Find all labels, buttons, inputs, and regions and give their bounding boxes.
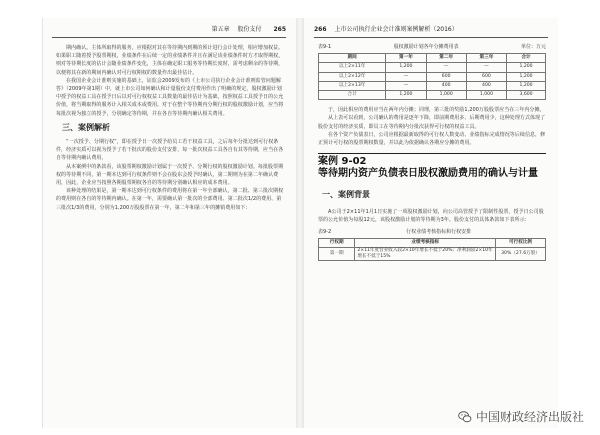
table-label: 表9-2 xyxy=(318,229,332,236)
table-header-row xyxy=(319,239,546,248)
paragraph: “一次授予、分期行权”，即在授予日一次授予给员工若干权益工具，之后每年分批达到可行权条件，经济实质可以视为授予了若干批次的股份支付安排，每一批次权益工具各自有其等待期，应当在各自等待期内确认费用。 xyxy=(56,139,284,162)
page-number-right: 266 xyxy=(314,26,327,33)
table-header-cell: 可行权比例 xyxy=(496,239,546,248)
paragraph: 从上表可以看到，公司确认的费用是逐年下降，即前期费用多、后期费用少，这种处理方式体现了股份支付的经济实质，即员工在等待期内分批次获得可行权的权益工具。 xyxy=(318,115,546,130)
table-unit: 单位：万元 xyxy=(520,44,546,50)
table-title: 股权激励计划各年分摊费用表 xyxy=(393,44,459,50)
case-heading-block xyxy=(318,153,546,181)
left-page xyxy=(42,18,296,428)
sub-heading: 一、案例背景 xyxy=(322,190,370,200)
table-cell: 1,200 xyxy=(507,63,546,72)
table-cell: 以上2×12年 xyxy=(319,72,386,81)
table-cell: 1,000 xyxy=(426,91,466,100)
table-header-cell: 第三年 xyxy=(466,54,506,63)
paragraph: 在我国企业会计准则实施的基础上，证监会2009发布的《上市公司执行企业会计准则监管问题解答》（2009年第1期）中，就上市公司如何确认和计量股份支付费用作出了明确的规定，股权激励计划中授予的权益工具在授予日后以对可行权权益工具数量的最佳估计为基础，按照权益工具授予日的公允价值，将当期取得的服务计入相关成本或费用。对于在整个等待期内分期行权的股权激励计划，应当将每批次视为独立的授予，分别确定等待期，并在各自等待期内确认相关费用。 xyxy=(56,77,284,117)
chapter-label: 第五章 xyxy=(211,26,230,33)
right-page xyxy=(304,18,558,428)
table-cell: 2×11年度营业收入较2×10年增长不低于20%；净利润较2×10年增长不低于15% xyxy=(355,248,496,261)
table-cell: 1,200 xyxy=(386,63,426,72)
table-cell: 合计 xyxy=(319,91,386,100)
table-header-cell: 期间 xyxy=(319,54,386,63)
table-cell: 以上2×13年 xyxy=(319,81,386,90)
table-title: 行权业绩考核指标和行权安排 xyxy=(406,229,472,236)
table-header-cell: 第二年 xyxy=(426,54,466,63)
table-cell: 1,200 xyxy=(507,72,546,81)
table-row xyxy=(319,81,546,90)
table-caption xyxy=(318,43,546,51)
table-header-row xyxy=(319,54,546,63)
table-row xyxy=(319,91,546,100)
table-label: 表9-1 xyxy=(318,44,332,50)
case-code: 案例 9-02 xyxy=(318,156,367,168)
chapter-title: 股份支付 xyxy=(237,26,262,33)
wechat-icon xyxy=(458,410,472,424)
watermark-text: 中国财政经济出版社 xyxy=(475,410,584,424)
expense-allocation-table xyxy=(318,53,546,100)
table-cell: — xyxy=(386,72,426,81)
table-cell: 1,200 xyxy=(507,81,546,90)
table-cell: 以上2×11年 xyxy=(319,63,386,72)
table-cell: 400 xyxy=(466,81,506,90)
paragraph: 该种处理的结果是，第一期本达到可行权条件的费用将在第一年全部确认，第二批、第三批次期权的费用则在各自的等待期内确认。在第一年，需要确认第一批次的全部费用、第二批次1/2的费用、第三批次1/3的费用，分别为1,200万股股票在第一年，第二年和第三年的摊销费用如下： xyxy=(56,188,284,211)
vesting-table xyxy=(318,238,546,261)
paragraph: 在各个资产负债表日，公司应根据最新取得的可行权人数变动、业绩指标完成情况等后续信息，修正预计可行权的股票期权数量，并以此为依据确认各期应分摊的费用。 xyxy=(318,131,546,147)
right-page-header xyxy=(314,24,548,35)
table-cell: 1,200 xyxy=(386,91,426,100)
table-header-cell: 第一年 xyxy=(386,54,426,63)
table-header-cell: 合计 xyxy=(507,54,546,63)
table-cell: 600 xyxy=(426,72,466,81)
publisher-watermark xyxy=(458,408,584,425)
table-cell: 1,000 xyxy=(466,91,506,100)
right-page-body xyxy=(318,43,546,261)
paragraph: 期内确认。主体所取得的服务，应根据对其在等待期内到期的预计进行会计处理，相应增加权益。如果职工随着授予股票期权，业绩条件在后续一定的业绩条件并且在满足该业绩条件时方才取得期权，则对等待期长度的估计会随业绩条件变化，主体在确定职工服务等待期长度时，需考虑剩余的等待期，以便将其在新的期间内确认对可行权期权的数量作出最佳估计。 xyxy=(56,45,284,76)
left-page-body xyxy=(56,44,284,212)
table-row xyxy=(319,63,546,72)
book-gutter xyxy=(296,18,304,428)
header-rule xyxy=(314,37,548,38)
header-rule xyxy=(52,37,286,38)
table-cell: 400 xyxy=(426,81,466,90)
case-title: 等待期内资产负债表日股权激励费用的确认与计量 xyxy=(318,168,538,180)
paragraph: 于，因此相应的费用应当在两年内分摊；同理，第三批的奖励1,200万股股票应当在三年内分摊。 xyxy=(328,107,545,114)
table-cell: — xyxy=(386,81,426,90)
table-caption xyxy=(318,228,546,236)
left-page-header xyxy=(52,24,286,35)
table-header-cell: 行权期 xyxy=(319,239,355,248)
book-title: 上市公司执行企业会计准则案例解析（2016） xyxy=(334,26,458,33)
table-cell: — xyxy=(466,63,506,72)
table-cell: 30%（27.6万股） xyxy=(496,248,546,261)
page-number-left: 265 xyxy=(273,26,286,33)
table-cell: 第一期 xyxy=(319,248,355,261)
table-cell: — xyxy=(426,63,466,72)
table-header-cell: 业绩考核指标 xyxy=(355,239,496,248)
paragraph: A公司于2×11年1月1日实施了一项股权激励计划，向公司高管授予了限制性股票，授予日公司股票的公允价值为每股12元，该股权激励计划的等待期为3年。股份支付的具体条款如下表所示： xyxy=(318,208,544,223)
table-row xyxy=(319,248,546,261)
table-cell: 600 xyxy=(466,72,506,81)
table-row xyxy=(319,72,546,81)
section-heading: 三、案例解析 xyxy=(62,122,110,132)
table-cell: 3,600 xyxy=(507,91,546,100)
paragraph: 从本案例中的条款看，该股票期权激励计划属于一次授予、分期行权的股权激励计划。每批股票期权的等待期不同，第一期本达到可行权条件则不会在股东会授予时确认，第二期则为在第二年确认费用，因此，企业应当按照各期股票期权各自的等待期分别确认相应的成本费用。 xyxy=(56,163,284,187)
